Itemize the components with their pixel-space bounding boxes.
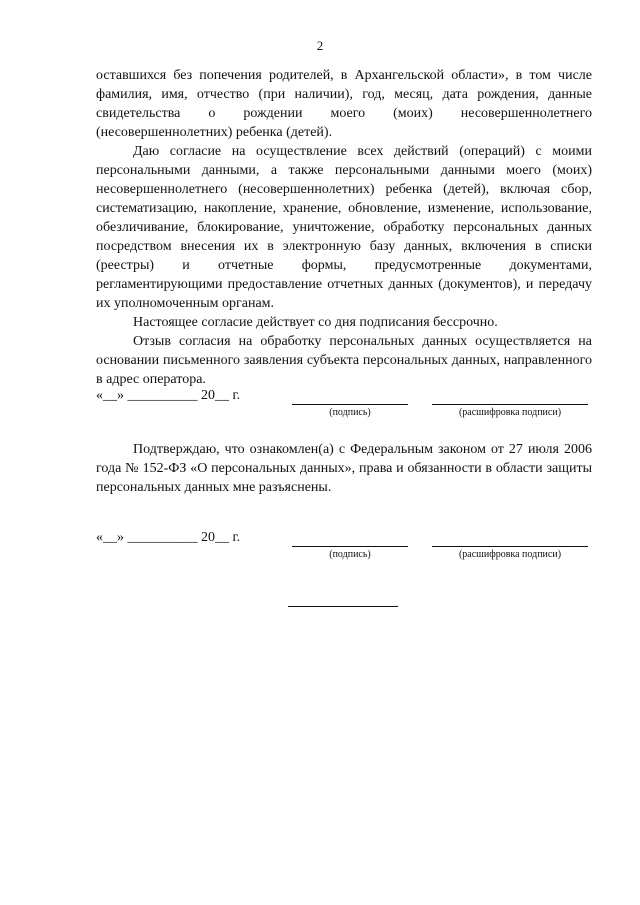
decoding-line [432, 546, 588, 547]
paragraph-3: Настоящее согласие действует со дня подписания бессрочно. [133, 315, 498, 330]
paragraph-4: Отзыв согласия на обработку персональных данных осуществляется на основании письменного заявления субъекта персональных данных, направленного в адрес оператора. [96, 334, 592, 387]
paragraph-2: Даю согласие на осуществление всех действий (операций) с моими персональными данными, а также персональными данными моего (моих) несовершеннолетнего (несовершеннолетних) ребенка (детей), включая сбор, систематизацию, накопление, хранение, обновление, изменение, использование, обезличивание, блокирование, уничтожение, обработку персональных данных посредством внесения их в электронную базу данных, включения в списки (реестры) и отчетные формы, предусмотренные документами, регламентирующими предоставление отчетных данных (документов), и передачу их уполномоченным органам. [96, 144, 592, 311]
signature-caption: (подпись) [329, 549, 371, 560]
paragraph-1: оставшихся без попечения родителей, в Архангельской области», в том числе фамилия, имя, отчество (при наличии), год, месяц, дата рождения, данные свидетельства о рождении моего (моих) несовершеннолетнего (несовершеннолетних) ребенка (детей). [96, 68, 592, 140]
decoding-line [432, 404, 588, 405]
decoding-caption: (расшифровка подписи) [458, 407, 562, 418]
signature-block-2 [96, 530, 592, 564]
page-number: 2 [316, 38, 324, 53]
end-divider [288, 606, 398, 607]
signature-block-1 [96, 388, 592, 422]
confirmation-block [96, 440, 592, 497]
date-field: «__» __________ 20__ г. [96, 530, 241, 545]
date-field: «__» __________ 20__ г. [96, 388, 241, 403]
consent-body [96, 66, 592, 389]
confirmation-paragraph: Подтверждаю, что ознакомлен(а) с Федеральным законом от 27 июля 2006 года № 152-ФЗ «О персональных данных», права и обязанности в области защиты персональных данных мне разъяснены. [96, 442, 592, 495]
signature-caption: (подпись) [329, 407, 371, 418]
decoding-caption: (расшифровка подписи) [458, 549, 562, 560]
signature-line [292, 404, 408, 405]
signature-line [292, 546, 408, 547]
